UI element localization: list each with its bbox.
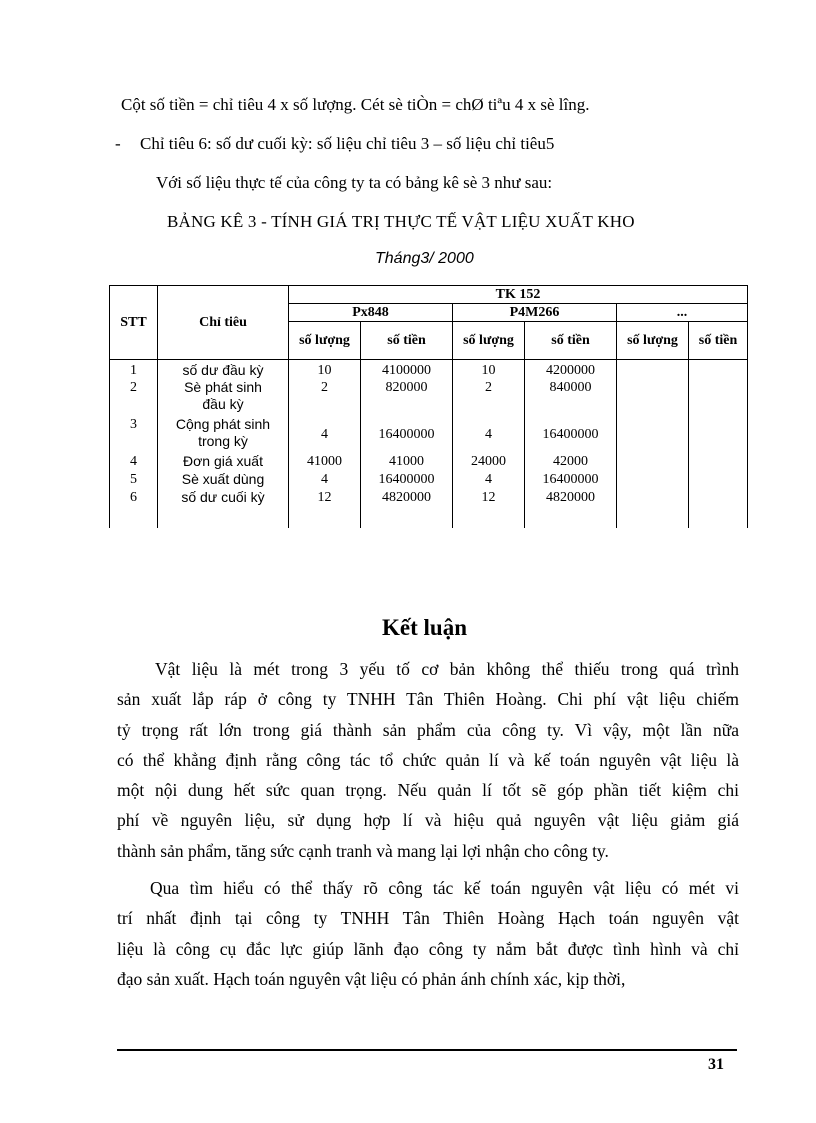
table-cell: 42000 xyxy=(553,454,588,469)
more-amount-column xyxy=(689,360,748,528)
stt-column xyxy=(110,360,158,528)
table-row: số dư đầu kỳ xyxy=(182,362,264,378)
formula-line: Cột số tiền = chỉ tiêu 4 x số lượng. Cét sè tiÒn = chØ tiªu 4 x sè lîng. xyxy=(121,95,590,114)
table-cell: 4 xyxy=(321,427,328,442)
table-row: 6 xyxy=(130,490,137,505)
table-cell: 41000 xyxy=(307,454,342,469)
conclusion-paragraph-1 xyxy=(117,654,739,866)
header-amount: số tiền xyxy=(525,322,617,360)
table-cell: 10 xyxy=(481,363,496,378)
table-row: 4 xyxy=(130,454,137,469)
header-amount: số tiền xyxy=(689,322,748,360)
table-cell: 16400000 xyxy=(378,472,435,487)
conclusion-paragraph-2 xyxy=(117,873,739,994)
header-indicator: Chỉ tiêu xyxy=(158,286,289,360)
p4m266-amount-column xyxy=(525,360,617,528)
table-cell: 820000 xyxy=(385,380,428,395)
p4m266-qty-column xyxy=(453,360,525,528)
px848-qty-column xyxy=(289,360,361,528)
table-row: Đơn giá xuất xyxy=(182,453,263,469)
px848-amount-column xyxy=(361,360,453,528)
paragraph-line: đạo sản xuất. Hạch toán nguyên vật liệu có phản ánh chính xác, kịp thời, xyxy=(117,968,626,989)
header-group-px848: Px848 xyxy=(289,304,453,322)
paragraph-line: liệu là công cụ đắc lực giúp lãnh đạo công ty nắm bắt được tình hình và chỉ xyxy=(117,938,739,959)
more-qty-column xyxy=(617,360,689,528)
page-number: 31 xyxy=(708,1056,724,1073)
header-stt: STT xyxy=(110,286,158,360)
paragraph-line: Vật liệu là mét trong 3 yếu tố cơ bản không thể thiếu trong quá trình xyxy=(155,659,739,679)
table-cell: 4 xyxy=(485,472,492,487)
paragraph-line: thành sản phẩm, tăng sức cạnh tranh và mang lại lợi nhận cho công ty. xyxy=(117,840,609,861)
indicator-column xyxy=(158,360,289,528)
table-row: Cộng phát sinh trong kỳ xyxy=(175,416,271,449)
indicator6-dash: - xyxy=(115,134,121,153)
header-group-p4m266: P4M266 xyxy=(453,304,617,322)
header-amount: số tiền xyxy=(361,322,453,360)
table-cell: 4 xyxy=(485,427,492,442)
table-cell: 16400000 xyxy=(378,427,435,442)
table-row: số dư cuối kỳ xyxy=(181,489,265,505)
table-row: 3 xyxy=(130,417,137,432)
table-row: 1 xyxy=(130,363,137,378)
paragraph-line: tỷ trọng rất lớn trong giá thành sản phẩm của công ty. Vì vậy, một lần nữa xyxy=(117,719,739,740)
table-cell: 840000 xyxy=(549,380,592,395)
table-row: 5 xyxy=(130,472,137,487)
table-cell: 12 xyxy=(317,490,332,505)
table-cell: 4100000 xyxy=(382,363,431,378)
table-cell: 4820000 xyxy=(382,490,431,505)
table-cell: 12 xyxy=(481,490,496,505)
table-row: Sè xuất dùng xyxy=(181,471,265,487)
table-title: BẢNG KÊ 3 - TÍNH GIÁ TRỊ THỰC TẾ VẬT LIỆU XUẤT KHO xyxy=(167,212,635,231)
table-cell: 4820000 xyxy=(546,490,595,505)
header-group-more: ... xyxy=(617,304,748,322)
table-cell: 4 xyxy=(321,472,328,487)
table-month: Tháng3/ 2000 xyxy=(375,250,474,267)
table-row: 2 xyxy=(130,380,137,395)
paragraph-line: trí nhất định tại công ty TNHH Tân Thiên Hoàng Hạch toán nguyên vật xyxy=(117,908,739,929)
table-cell: 16400000 xyxy=(542,472,599,487)
header-account: TK 152 xyxy=(289,286,748,304)
header-qty: số lượng xyxy=(453,322,525,360)
indicator6-line: Chỉ tiêu 6: số dư cuối kỳ: số liệu chỉ tiêu 3 – số liệu chỉ tiêu5 xyxy=(140,134,555,153)
paragraph-line: sản xuất lắp ráp ở công ty TNHH Tân Thiên Hoàng. Chi phí vật liệu chiếm xyxy=(117,689,739,710)
paragraph-line: Qua tìm hiểu có thể thấy rõ công tác kế toán nguyên vật liệu có mét vi xyxy=(150,878,739,898)
table-cell: 4200000 xyxy=(546,363,595,378)
table-cell: 2 xyxy=(321,380,328,395)
paragraph-line: phí về nguyên liệu, sử dụng hợp lí và hiệu quả nguyên vật liệu giảm giá xyxy=(117,810,739,831)
table-body xyxy=(110,360,748,528)
table-cell: 41000 xyxy=(389,454,424,469)
table-cell: 2 xyxy=(485,380,492,395)
paragraph-line: một nội dung hết sức quan trọng. Nếu quản lí tốt sẽ góp phần tiết kiệm chi xyxy=(117,780,739,801)
paragraph-line: có thể khẳng định rằng công tác tổ chức quản lí và kế toán nguyên vật liệu là xyxy=(117,749,739,770)
conclusion-heading: Kết luận xyxy=(382,615,467,640)
header-qty: số lượng xyxy=(617,322,689,360)
footer-rule xyxy=(117,1049,737,1051)
table-row: Sè phát sinh đầu kỳ xyxy=(184,379,262,412)
intro-line: Với số liệu thực tế của công ty ta có bảng kê sè 3 như sau: xyxy=(156,173,553,192)
inventory-table xyxy=(109,285,748,528)
table-cell: 16400000 xyxy=(542,427,599,442)
table-cell: 10 xyxy=(317,363,332,378)
header-qty: số lượng xyxy=(289,322,361,360)
table-cell: 24000 xyxy=(471,454,506,469)
